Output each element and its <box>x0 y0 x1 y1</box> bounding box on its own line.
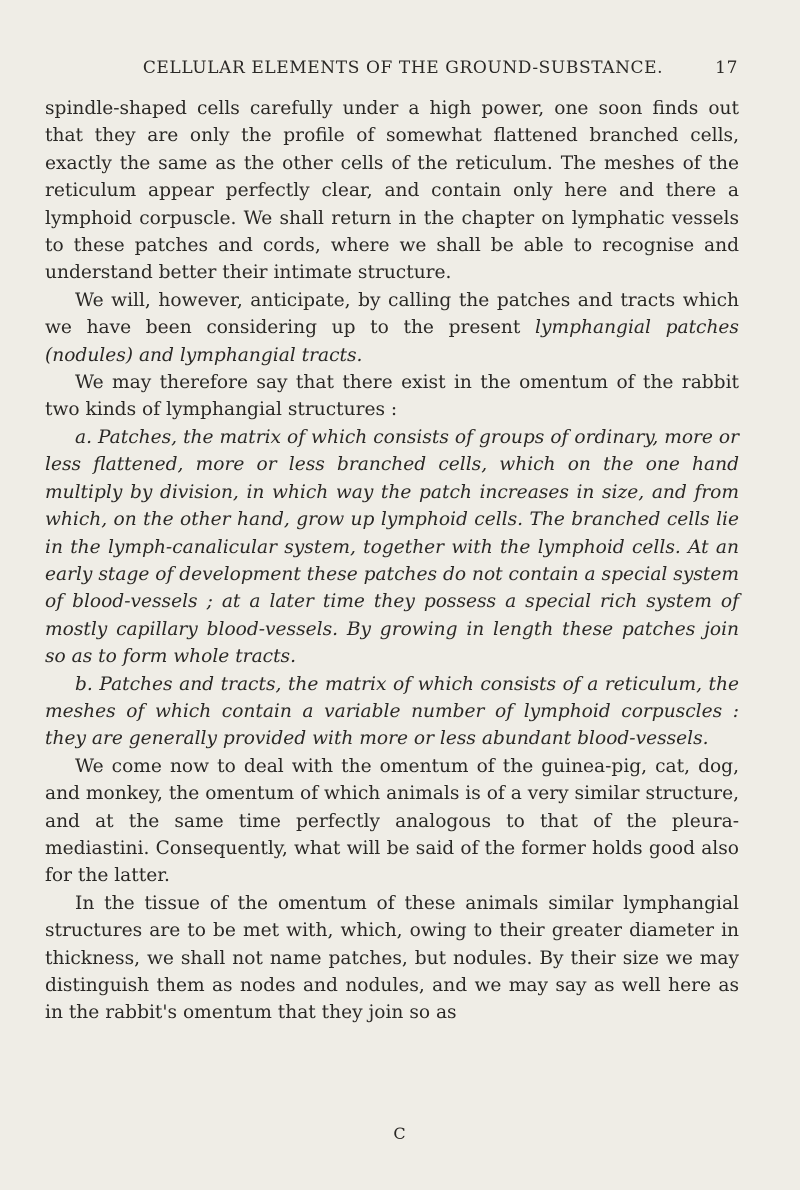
signature-mark: C <box>393 1124 407 1143</box>
paragraph-1: spindle-shaped cells carefully under a high power, one soon finds out that they are only the profile of somewhat flattened branched cells, exactly the same as the other cells of the reticulum. The meshes of the reticulum appear perfectly clear, and contain only here and there a lymphoid corpuscle. We shall return in the chapter on lymphatic vessels to these patches and cords, where we shall be able to recognise and understand better their intimate structure. <box>45 98 739 284</box>
paragraph-2 <box>45 287 739 369</box>
paragraph-5-italic: Patches and tracts, the matrix of which consists of a reticulum, the meshes of which contain a variable number of lymphoid corpuscles : they are generally provided with more or less abundant blood-vessels. <box>45 673 739 750</box>
paragraph-4-label: a. <box>75 426 92 448</box>
paragraph-5-label: b. <box>75 673 93 695</box>
paragraph-6: We come now to deal with the omentum of the guinea-pig, cat, dog, and monkey, the omentum of which animals is of a very similar structure, and at the same time perfectly analogous to that of the pleura-mediastini. Consequently, what will be said of the former holds good also for the latter. <box>45 755 739 887</box>
running-header <box>108 58 738 82</box>
paragraph-7: In the tissue of the omentum of these animals similar lymphangial structures are to be met with, which, owing to their greater diameter in thickness, we shall not name patches, but nodules. By their size we may distinguish them as nodes and nodules, and we may say as well here as in the rabbit's omentum that they join so as <box>45 892 739 1024</box>
paragraph-2-italic: lymphangial patches (nodules) and lymphangial tracts. <box>45 317 739 366</box>
body-text <box>45 95 739 1027</box>
paragraph-4-italic: Patches, the matrix of which consists of groups of ordinary, more or less flattened, more or less branched cells, which on the one hand multiply by division, in which way the patch increases in size, and from which, on the other hand, grow up lymphoid cells. The branched cells lie in the lymph-canalicular system, together with the lymphoid cells. At an early stage of development these patches do not contain a special system of blood-vessels ; at a later time they possess a special rich system of mostly capillary blood-vessels. By growing in length these patches join so as to form whole tracts. <box>45 426 739 668</box>
paragraph-4 <box>45 424 739 671</box>
paragraph-3: We may therefore say that there exist in the omentum of the rabbit two kinds of lymphangial structures : <box>45 372 739 421</box>
paragraph-2-lead: We will, however, anticipate, by calling the patches and tracts which we have been considering up to the present <box>45 289 739 339</box>
paragraph-5 <box>45 671 739 753</box>
running-title: CELLULAR ELEMENTS OF THE GROUND-SUBSTANCE. <box>142 58 664 78</box>
page-number: 17 <box>715 58 738 78</box>
